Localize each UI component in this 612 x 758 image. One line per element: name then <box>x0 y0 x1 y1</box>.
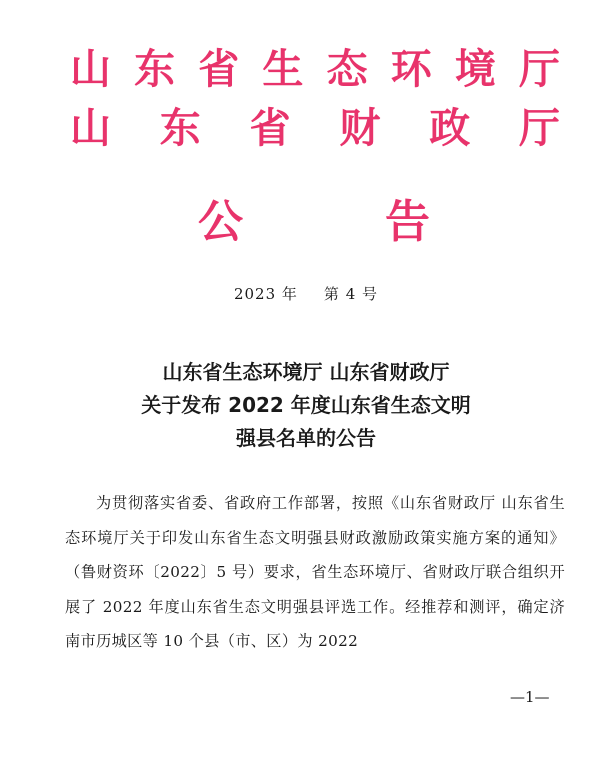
header-char: 东 <box>159 104 201 152</box>
header-char: 山 <box>70 104 111 152</box>
header-char: 境 <box>454 45 496 93</box>
document-issue-number: 第 4 号 <box>323 285 379 303</box>
document-title <box>0 356 612 455</box>
header-char: 东 <box>134 45 176 93</box>
document-number <box>0 283 612 304</box>
header-char: 省 <box>249 104 291 152</box>
header-char: 环 <box>390 45 432 93</box>
title-line-2: 关于发布 2022 年度山东省生态文明 <box>141 393 471 417</box>
header-char: 生 <box>262 45 304 93</box>
header-char: 厅 <box>518 104 560 152</box>
title-line-1: 山东省生态环境厅 山东省财政厅 <box>162 360 450 384</box>
header-char: 财 <box>339 104 381 152</box>
header-char: 山 <box>70 45 111 93</box>
notice-title-char: 公 <box>198 195 244 248</box>
header-char: 省 <box>198 45 240 93</box>
header-char: 政 <box>429 104 471 152</box>
header-char: 厅 <box>518 45 560 93</box>
agency-header-line-1 <box>70 44 560 94</box>
body-paragraph: 为贯彻落实省委、省政府工作部署，按照《山东省财政厅 山东省生态环境厅关于印发山东省生态文明强县财政激励政策实施方案的通知》（鲁财资环〔2022〕5 号）要求，省生态环境厅、省财政厅联合组织开展了 2022 年度山东省生态文明强县评选工作。经推荐和测评，确定济南市历城区等 10 个县（市、区）为 2022 <box>65 494 565 650</box>
header-char: 态 <box>326 45 368 93</box>
page-number: —1— <box>510 688 550 706</box>
notice-title-char: 告 <box>384 195 430 248</box>
agency-header-line-2 <box>70 103 560 153</box>
document-year: 2023 年 <box>233 285 298 303</box>
notice-title <box>198 194 430 250</box>
title-line-3: 强县名单的公告 <box>236 426 376 450</box>
